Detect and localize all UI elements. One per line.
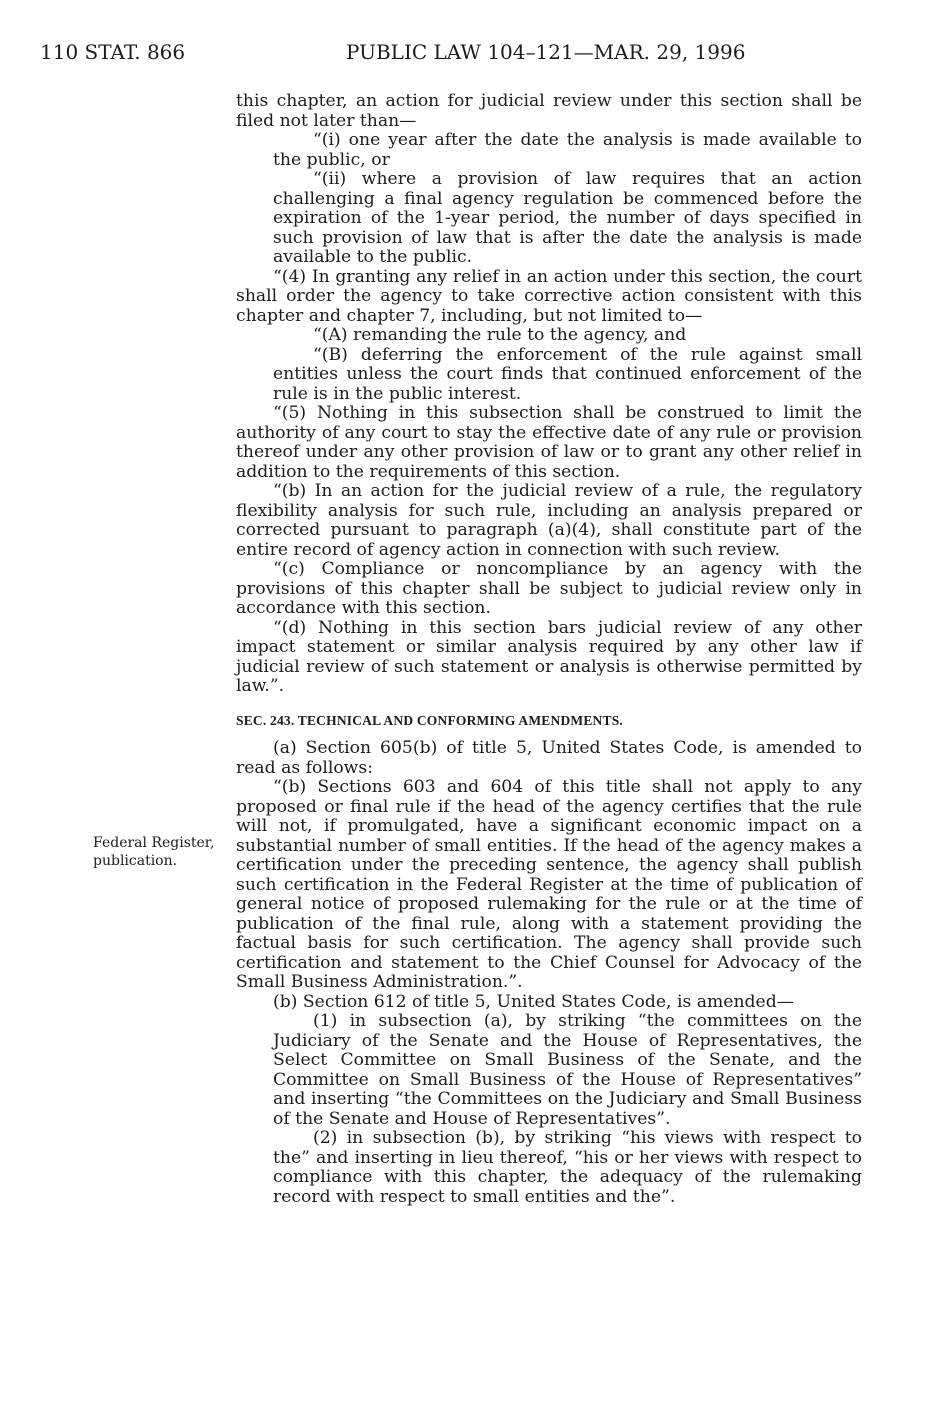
paragraph: “(b) Sections 603 and 604 of this title shall not apply to any proposed or final rule if the head of the agency certifies that the rule will not, if promulgated, have a significant economic impact on a substantial number of small entities. If the head of the agency makes a certification under the preceding sentence, the agency shall publish such certification in the Federal Register at the time of publication of general notice of proposed rulemaking for the rule or at the time of publication of the final rule, along with a statement providing the factual basis for such certification. The agency shall provide such certification and statement to the Chief Counsel for Advocacy of the Small Business Administration.”. [236,777,862,992]
running-title: PUBLIC LAW 104–121—MAR. 29, 1996 [346,40,746,64]
paragraph: (2) in subsection (b), by striking “his views with respect to the” and inserting in lieu thereof, “his or her views with respect to compliance with this chapter, the adequacy of the rulemaking record with respect to small entities and the”. [273,1128,862,1207]
paragraph: “(i) one year after the date the analysis is made available to the public, or [273,130,862,170]
document-body [236,92,862,1207]
paragraph: “(5) Nothing in this subsection shall be construed to limit the authority of any court to stay the effective date of any rule or provision thereof under any other provision of law or to grant any other relief in addition to the requirements of this section. [236,403,862,482]
paragraph: this chapter, an action for judicial review under this section shall be filed not later than— [236,91,862,131]
paragraph: “(A) remanding the rule to the agency, and [313,325,687,345]
paragraph: “(4) In granting any relief in an action under this section, the court shall order the agency to take corrective action consistent with this chapter and chapter 7, including, but not limited to— [236,266,862,326]
paragraph: (1) in subsection (a), by striking “the committees on the Judiciary of the Senate and the House of Representatives, the Select Committee on Small Business of the Senate, and the Committee on Small Business of the House of Representatives” and inserting “the Committees on the Judiciary and Small Business of the Senate and House of Representatives”. [273,1011,862,1129]
margin-note-line: Federal Register, [93,835,215,851]
margin-note-line: publication. [93,853,178,869]
page-header [0,40,943,70]
section-heading: SEC. 243. TECHNICAL AND CONFORMING AMENDMENTS. [236,712,623,728]
paragraph: “(B) deferring the enforcement of the rule against small entities unless the court finds that continued enforcement of the rule is in the public interest. [273,344,862,404]
stat-citation: 110 STAT. 866 [40,40,186,64]
paragraph: “(d) Nothing in this section bars judicial review of any other impact statement or similar analysis required by any other law if judicial review of such statement or analysis is otherwise permitted by law.”. [236,617,862,696]
paragraph: (b) Section 612 of title 5, United States Code, is amended— [273,991,794,1012]
paragraph: “(ii) where a provision of law requires that an action challenging a final agency regulation be commenced before the expiration of the 1-year period, the number of days specified in such provision of law that is after the date the analysis is made available to the public. [273,169,862,267]
paragraph: “(b) In an action for the judicial review of a rule, the regulatory flexibility analysis for such rule, including an analysis prepared or corrected pursuant to paragraph (a)(4), shall constitute part of the entire record of agency action in connection with such review. [236,481,862,560]
margin-note [93,834,233,870]
paragraph: “(c) Compliance or noncompliance by an agency with the provisions of this chapter shall be subject to judicial review only in accordance with this section. [236,559,862,618]
paragraph: (a) Section 605(b) of title 5, United States Code, is amended to read as follows: [236,738,862,778]
